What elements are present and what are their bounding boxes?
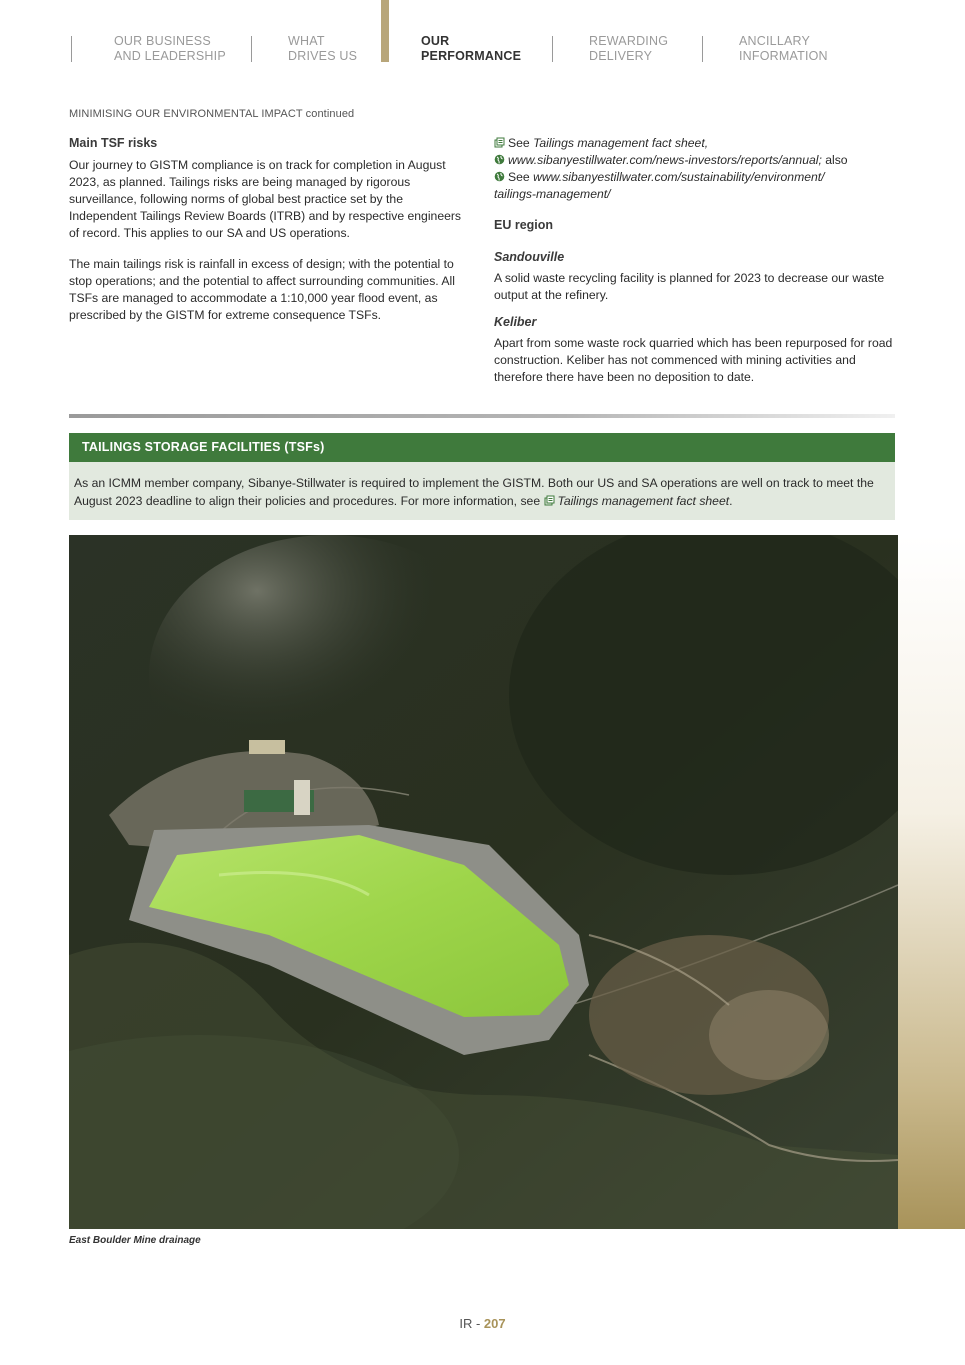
tsf-risks-heading: Main TSF risks (69, 136, 158, 150)
nav-item-line: DELIVERY (589, 49, 653, 63)
ref-sustainability-cont[interactable] (494, 186, 894, 203)
nav-item-drives[interactable] (288, 34, 357, 64)
ref-link-text: tailings-management/ (494, 187, 611, 201)
tsf-box-text-end: . (729, 494, 733, 508)
mine-aerial-image (69, 535, 898, 1229)
nav-item-line: PERFORMANCE (421, 49, 522, 63)
nav-divider (702, 36, 703, 62)
gold-edge-decoration (898, 535, 965, 1229)
page-number: 207 (483, 1316, 506, 1331)
nav-item-line: ANCILLARY (739, 34, 811, 48)
nav-divider (251, 36, 252, 62)
ref-link-text: Tailings management fact sheet, (533, 136, 709, 150)
nav-item-line: INFORMATION (739, 49, 828, 63)
ref-suffix: also (821, 153, 848, 167)
left-column (69, 135, 469, 324)
tsf-fact-sheet-link[interactable] (544, 494, 733, 508)
tsf-fact-sheet-link-text: Tailings management fact sheet (557, 494, 730, 508)
tsf-box-title: TAILINGS STORAGE FACILITIES (TSFs) (82, 440, 325, 454)
tsf-box-text (74, 474, 874, 510)
section-divider (69, 414, 895, 418)
top-nav (0, 0, 965, 80)
nav-item-performance[interactable] (421, 34, 521, 64)
eu-region-heading: EU region (494, 218, 554, 232)
tsf-risks-para1: Our journey to GISTM compliance is on track for completion in August 2023, as planned. Tailings risks are being managed by rigorous surveillance, following norms of global best practice set by the Independent Tailings Review Boards (ITRB) and by respective engineers of record. This applies to our SA and US operations. (69, 158, 462, 240)
tsf-box-body (69, 462, 895, 520)
tsf-box-header (69, 433, 895, 462)
nav-item-line: REWARDING (589, 34, 669, 48)
tsf-box-text-main: As an ICMM member company, Sibanye-Stillwater is required to implement the GISTM. Both our US and SA operations are well on track to meet the August 2023 deadline to align their policies and procedures. For more information, see (74, 476, 874, 508)
nav-item-business[interactable] (114, 34, 226, 64)
document-icon (544, 495, 555, 506)
footer-prefix: IR - (459, 1316, 484, 1331)
nav-item-line: WHAT (288, 34, 325, 48)
tsf-risks-para2: The main tailings risk is rainfall in excess of design; with the potential to stop operations; and the potential to affect surrounding communities. All TSFs are managed to accommodate a 1:10,000 year flood event, as prescribed by the GISTM for extreme consequence TSFs. (69, 257, 455, 322)
nav-item-rewarding[interactable] (589, 34, 668, 64)
sandouville-text: A solid waste recycling facility is planned for 2023 to decrease our waste output at the refinery. (494, 271, 885, 302)
section-heading: MINIMISING OUR ENVIRONMENTAL IMPACT continued (69, 108, 355, 120)
ref-fact-sheet[interactable] (494, 135, 894, 152)
nav-item-line: AND LEADERSHIP (114, 49, 226, 63)
nav-item-line: DRIVES US (288, 49, 358, 63)
page-footer (0, 1316, 965, 1331)
photo-caption: East Boulder Mine drainage (69, 1235, 201, 1246)
nav-item-line: OUR (421, 34, 450, 48)
ref-sustainability[interactable] (494, 169, 894, 186)
nav-item-ancillary[interactable] (739, 34, 828, 64)
document-icon (494, 137, 505, 148)
nav-divider (552, 36, 553, 62)
right-column (494, 135, 894, 386)
ref-link-text: www.sibanyestillwater.com/sustainability/environment/ (533, 170, 825, 184)
nav-item-line: OUR BUSINESS (114, 34, 211, 48)
sandouville-heading: Sandouville (494, 250, 565, 264)
globe-icon (494, 171, 505, 182)
nav-active-indicator (381, 0, 389, 62)
nav-divider (71, 36, 72, 62)
aerial-photo-east-boulder (69, 535, 898, 1229)
ref-annual-reports[interactable] (494, 152, 894, 169)
ref-prefix: See (508, 136, 534, 150)
ref-prefix: See (508, 170, 534, 184)
keliber-heading: Keliber (494, 315, 537, 329)
keliber-text: Apart from some waste rock quarried which has been repurposed for road construction. Keliber has not commenced with mining activities and therefore there have been no deposition to date. (494, 336, 893, 384)
ref-link-text: www.sibanyestillwater.com/news-investors/reports/annual; (508, 153, 822, 167)
globe-icon (494, 154, 505, 165)
